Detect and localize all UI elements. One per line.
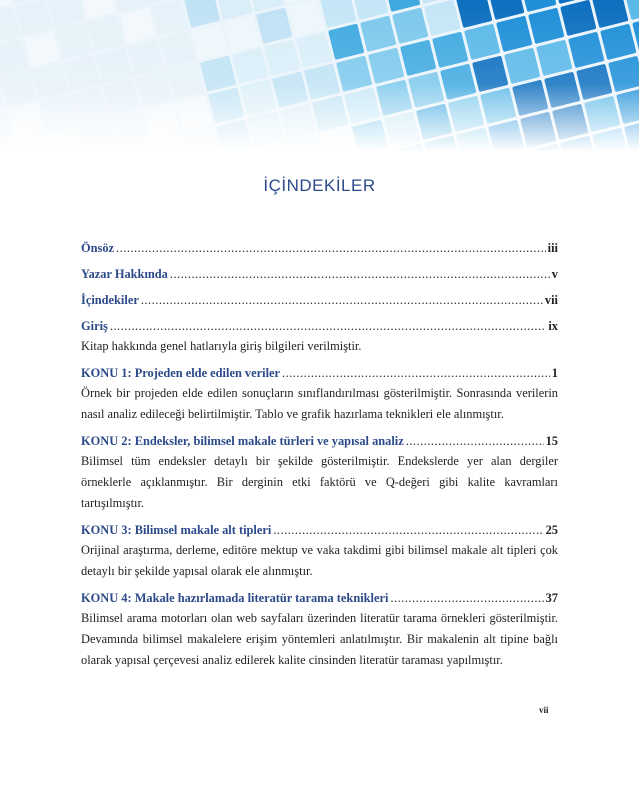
toc-entry-description: Bilimsel tüm endeksler detaylı bir şekilde gösterilmiştir. Endekslerde yer alan dergiler örneklerle açıklanmıştır. Bir derginin etki faktörü ve Q-değeri gibi kalite kavramları tartışılmıştır.	[81, 454, 558, 510]
toc-entry-description: Örnek bir projeden elde edilen sonuçların sınıflandırılması gösterilmiştir. Sonrasında verilerin nasıl analiz edileceği belirtilmiştir. Tablo ve grafik hazırlama teknikleri ele alınmıştır.	[81, 386, 558, 421]
dot-leader	[116, 240, 546, 257]
toc-entry-page: 37	[545, 591, 558, 605]
toc-entry-title[interactable]: KONU 3: Bilimsel makale alt tipleri	[81, 523, 272, 537]
toc-entry-page: vii	[544, 293, 558, 307]
toc-entry-title[interactable]: Önsöz	[81, 241, 115, 255]
header-banner	[0, 0, 639, 152]
toc-entry[interactable]	[81, 590, 558, 671]
dot-leader	[110, 318, 547, 335]
toc-entry-title[interactable]: KONU 4: Makale hazırlamada literatür tarama teknikleri	[81, 591, 389, 605]
toc-entry-title[interactable]: Giriş	[81, 319, 108, 333]
toc-entry-title[interactable]: İçindekiler	[81, 293, 139, 307]
toc-entry-title[interactable]: KONU 2: Endeksler, bilimsel makale türleri ve yapısal analiz	[81, 434, 404, 448]
toc-entry-description: Bilimsel arama motorları olan web sayfaları üzerinden literatür tarama örnekleri gösterilmiştir. Devamında bilimsel makalelere erişim yöntemleri anlatılmıştır. Bir makalenin alt tipine bağlı olarak yapısal çerçevesi analiz edilerek kalite cinsinden literatür taraması yapılmıştır.	[81, 611, 558, 667]
toc-entry[interactable]	[81, 266, 558, 283]
dot-leader	[390, 590, 543, 607]
toc-entry[interactable]	[81, 365, 558, 425]
table-of-contents	[81, 240, 558, 671]
toc-entry[interactable]	[81, 318, 558, 357]
toc-entry[interactable]	[81, 433, 558, 514]
dot-leader	[406, 433, 544, 450]
mosaic-tile-pattern	[0, 0, 639, 152]
toc-entry-title[interactable]: Yazar Hakkında	[81, 267, 168, 281]
page-title: İÇİNDEKİLER	[263, 176, 376, 195]
toc-entry[interactable]	[81, 292, 558, 309]
toc-entry-page: ix	[548, 319, 558, 333]
toc-entry-description: Kitap hakkında genel hatlarıyla giriş bilgileri verilmiştir.	[81, 339, 362, 353]
toc-entry-page: 1	[551, 366, 558, 380]
dot-leader	[170, 266, 550, 283]
toc-entry-page: v	[551, 267, 558, 281]
page-number: vii	[539, 705, 549, 715]
toc-entry[interactable]	[81, 522, 558, 582]
dot-leader	[141, 292, 543, 309]
toc-entry-page: iii	[547, 241, 558, 255]
toc-entry-page: 25	[545, 523, 558, 537]
toc-entry-description: Orijinal araştırma, derleme, editöre mektup ve vaka takdimi gibi bilimsel makale alt tipleri çok detaylı bir şekilde yapısal olarak ele alınmıştır.	[81, 543, 558, 578]
dot-leader	[282, 365, 550, 382]
toc-entry-title[interactable]: KONU 1: Projeden elde edilen veriler	[81, 366, 281, 380]
toc-entry-page: 15	[545, 434, 558, 448]
toc-entry[interactable]	[81, 240, 558, 257]
dot-leader	[273, 522, 543, 539]
